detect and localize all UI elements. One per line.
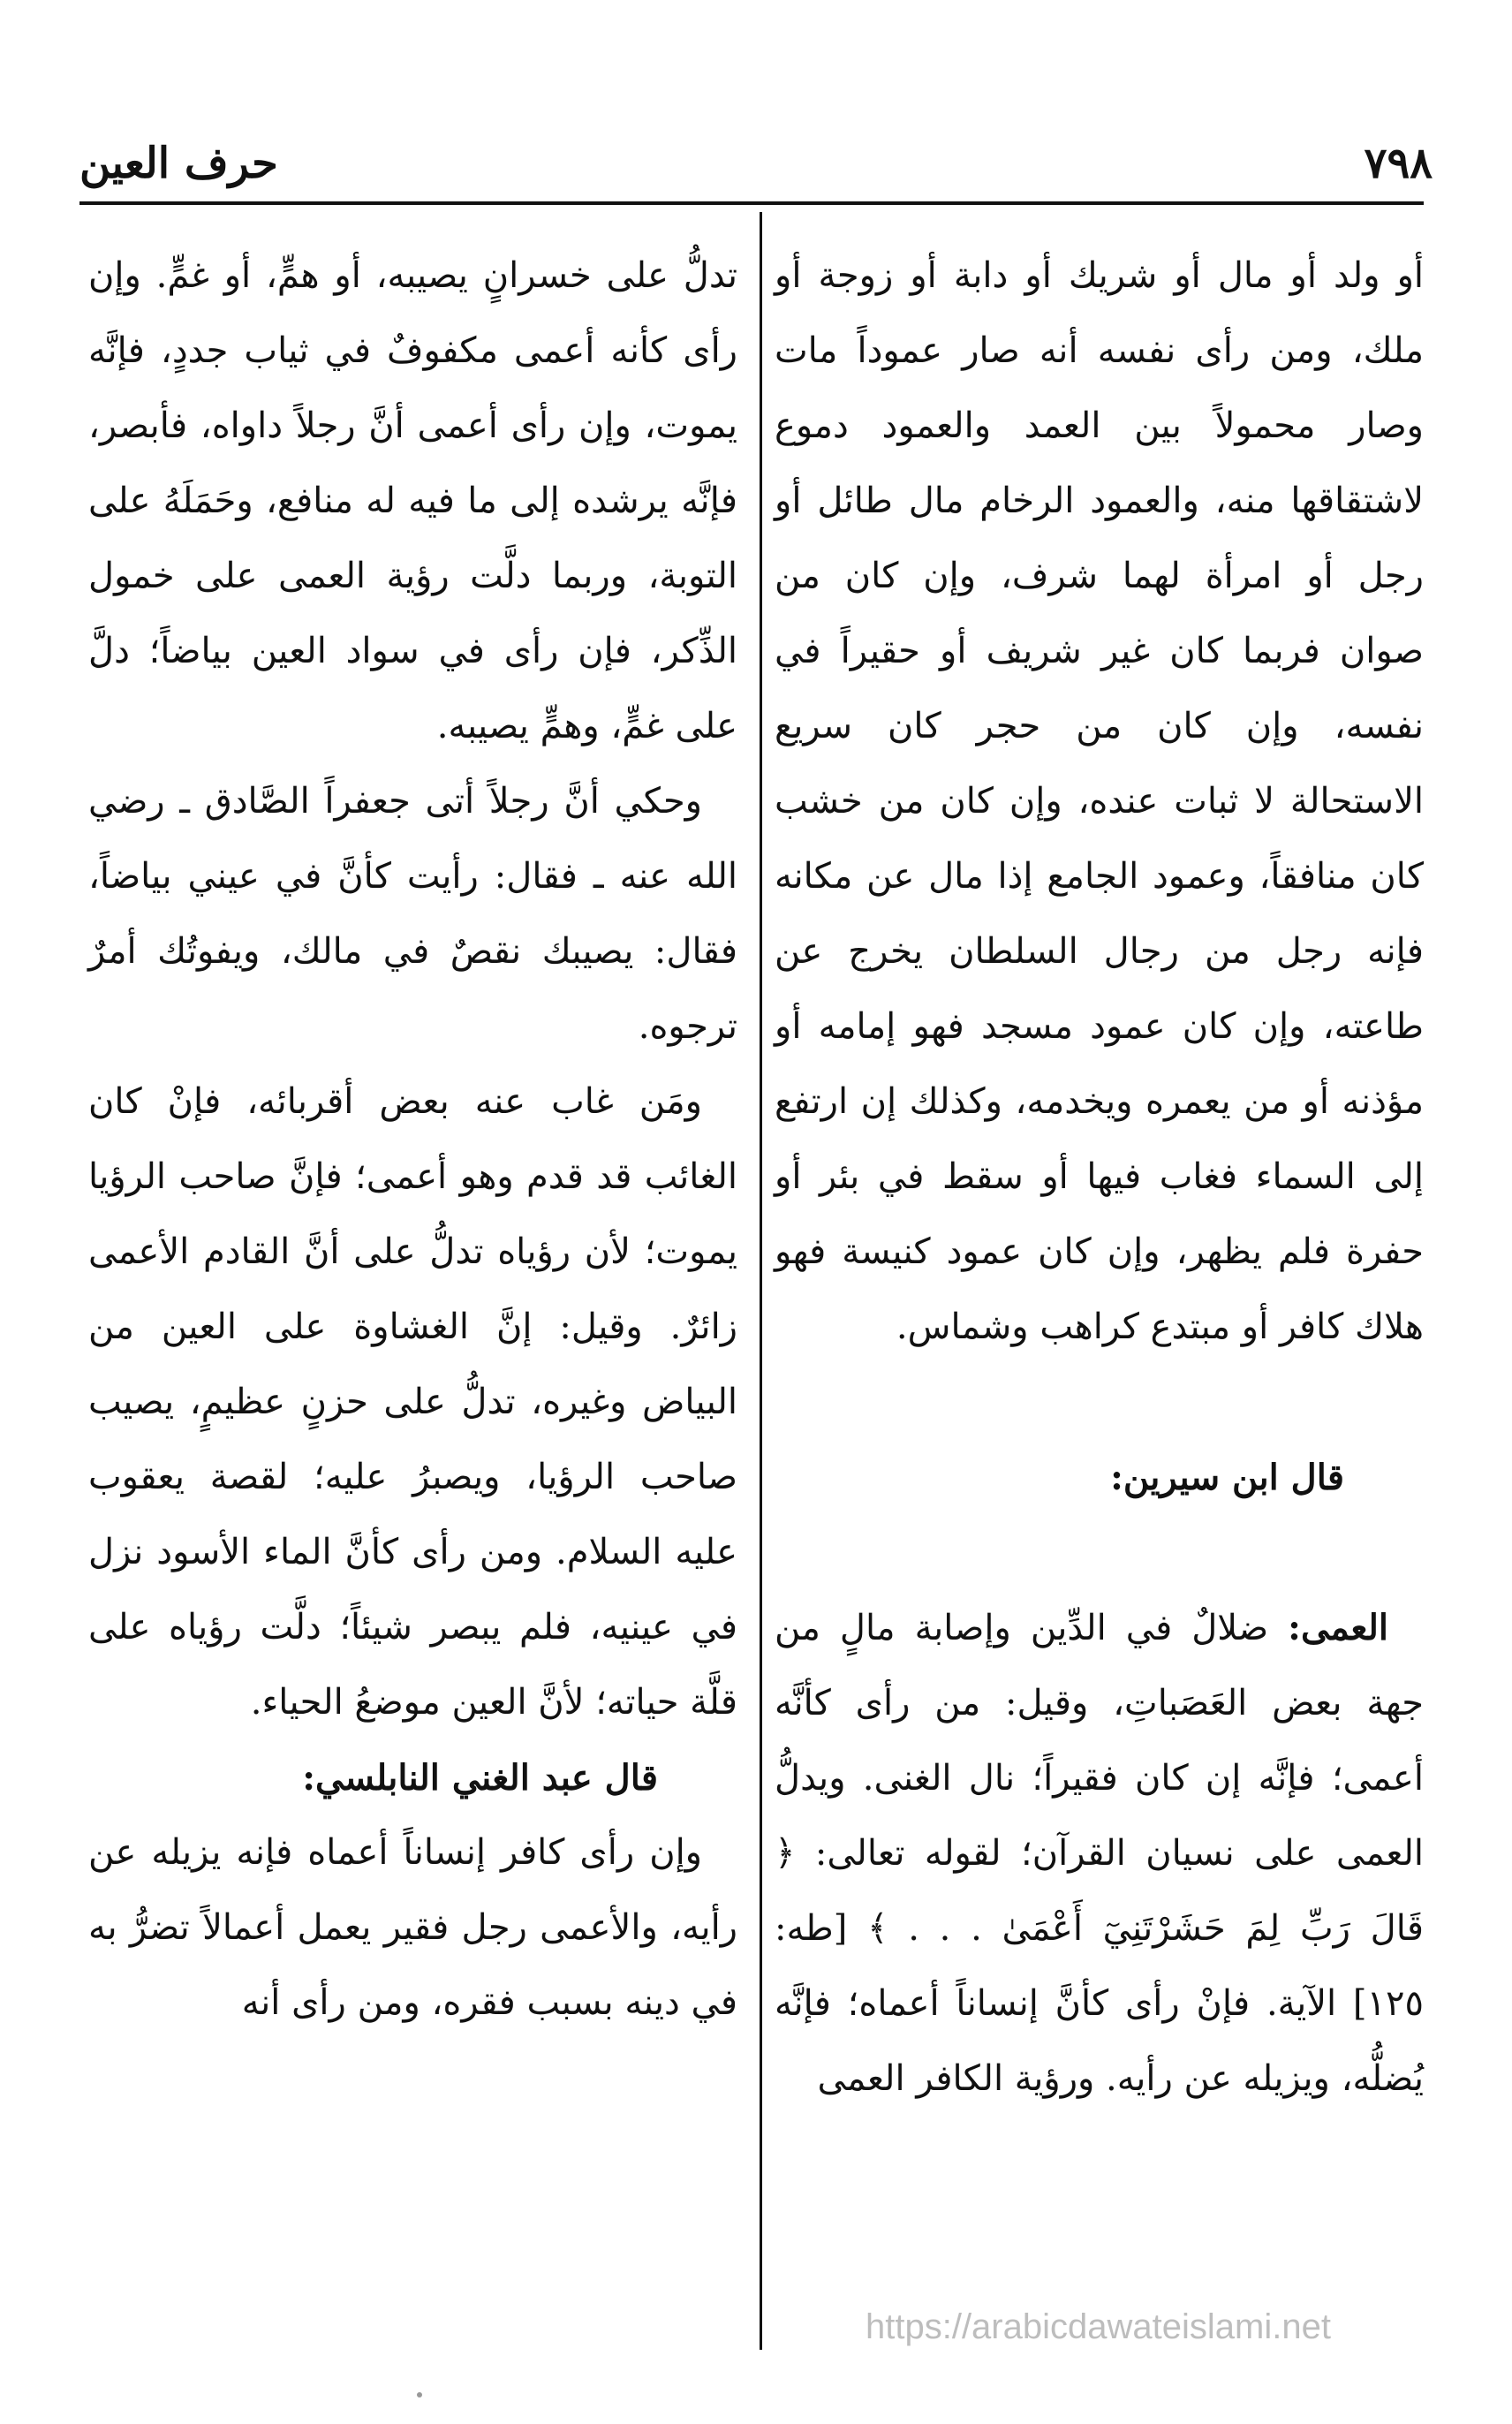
- section-heading-nabulsi: قال عبد الغني النابلسي:: [302, 1757, 658, 1799]
- section-heading-ibn-sirin: قال ابن سيرين:: [1110, 1457, 1344, 1498]
- left-column: [88, 239, 737, 2041]
- page-header: [79, 133, 1433, 194]
- right-paragraph-1: أو ولد أو مال أو شريك أو دابة أو زوجة أو ملك، ومن رأى نفسه أنه صار عموداً مات وصار محمولاً بين العمد والعمود دموع لاشتقاقها منه، والعمود الرخام مال طائل أو رجل أو امرأة لهما شرف، وإن كان من صوان فربما كان غير شريف أو حقيراً في نفسه، وإن كان من حجر كان سريع الاستحالة لا ثبات عنده، وإن كان من خشب كان منافقاً، وعمود الجامع إذا مال عن مكانه فإنه رجل من رجال السلطان يخرج عن طاعته، وإن كان عمود مسجد فهو إمامه أو مؤذنه أو من يعمره ويخدمه، وكذلك إن ارتفع إلى السماء فغاب فيها أو سقط في بئر أو حفرة فلم يظهر، وإن كان عمود كنيسة فهو هلاك كافر أو مبتدع كراهب وشماس.: [775, 255, 1424, 1347]
- entry-text: ضلالٌ في الدِّين وإصابة مالٍ من جهة بعض العَصَباتِ، وقيل: من رأى كأنَّه أعمى؛ فإنَّه إن كان فقيراً؛ نال الغنى. ويدلُّ العمى على نسيان القرآن؛ لقوله تعالى: ﴿ قَالَ رَبِّ لِمَ حَشَرْتَنِيٓ أَعْمَىٰ . . . ﴾ [طه: ١٢٥] الآية. فإنْ رأى كأنَّ إنساناً أعماه؛ فإنَّه يُضلُّه، ويزيله عن رأيه. ورؤية الكافر العمى: [775, 1608, 1424, 2099]
- column-divider: [760, 212, 762, 2350]
- left-paragraph-2: وحكي أنَّ رجلاً أتى جعفراً الصَّادق ـ رضي الله عنه ـ فقال: رأيت كأنَّ في عيني بياضاً، فقال: يصيبك نقصٌ في مالك، ويفوتُك أمرٌ ترجوه.: [88, 781, 737, 1047]
- running-title: حرف العين: [79, 139, 278, 188]
- left-paragraph-3: ومَن غاب عنه بعض أقربائه، فإنْ كان الغائب قد قدم وهو أعمى؛ فإنَّ صاحب الرؤيا يموت؛ لأن رؤياه تدلُّ على أنَّ القادم الأعمى زائرٌ. وقيل: إنَّ الغشاوة على العين من البياض وغيره، تدلُّ على حزنٍ عظيمٍ، يصيب صاحب الرؤيا، ويصبرُ عليه؛ لقصة يعقوب عليه السلام. ومن رأى كأنَّ الماء الأسود نزل في عينيه، فلم يبصر شيئاً؛ دلَّت رؤياه على قلَّة حياته؛ لأنَّ العين موضعُ الحياء.: [88, 1081, 737, 1723]
- left-paragraph-4: وإن رأى كافر إنساناً أعماه فإنه يزيله عن رأيه، والأعمى رجل فقير يعمل أعمالاً تضرُّ به في دينه بسبب فقره، ومن رأى أنه: [88, 1832, 737, 2023]
- spacer: [775, 1515, 1424, 1590]
- left-paragraph-1: تدلُّ على خسرانٍ يصيبه، أو همٍّ، أو غمٍّ. وإن رأى كأنه أعمى مكفوفٌ في ثياب جددٍ، فإنَّه يموت، وإن رأى أعمى أنَّ رجلاً داواه، فأبصر، فإنَّه يرشده إلى ما فيه له منافع، وحَمَلَهُ على التوبة، وربما دلَّت رؤية العمى على خمول الذِّكر، فإن رأى في سواد العين بياضاً؛ دلَّ على غمٍّ، وهمٍّ يصيبه.: [88, 255, 737, 746]
- entry-keyword: العمى:: [1288, 1607, 1388, 1648]
- footer-dot: [417, 2392, 422, 2397]
- page-number: ٧٩٨: [1364, 139, 1433, 188]
- spacer: [775, 1365, 1424, 1440]
- header-rule: [79, 201, 1424, 205]
- right-column: [775, 239, 1424, 2117]
- watermark-url: https://arabicdawateislami.net: [866, 2307, 1331, 2346]
- right-paragraph-2: [775, 1590, 1424, 2117]
